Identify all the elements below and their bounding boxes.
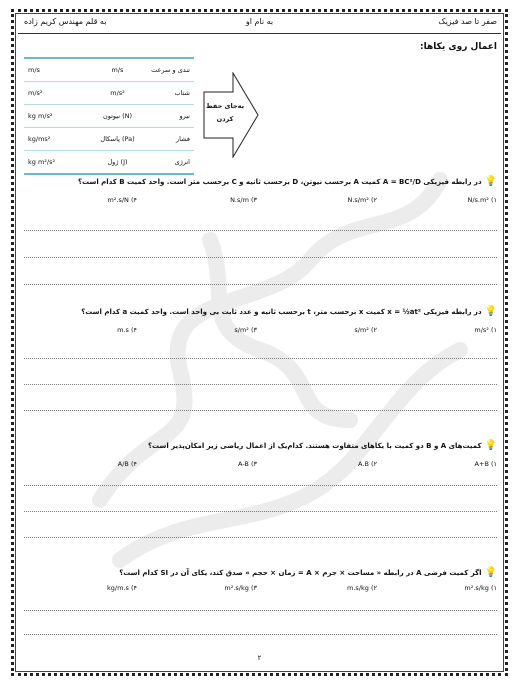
quantity-cell: نیرو: [146, 105, 194, 128]
option-4[interactable]: m².s/N (۴: [107, 196, 137, 204]
answer-line: [24, 384, 497, 385]
unit-cell: m/s²: [24, 82, 89, 105]
lightbulb-icon: 💡: [484, 176, 497, 187]
option-4[interactable]: kg/m.s (۴: [107, 584, 137, 592]
header-right: صفر تا صد فیزیک: [438, 17, 497, 26]
option-2[interactable]: m.s/kg (۲: [347, 584, 377, 592]
question-2: [81, 306, 497, 317]
quantity-cell: شتاب: [146, 82, 194, 105]
unit-cell: kg m/s²: [24, 105, 89, 128]
units-row: [24, 58, 194, 82]
question-1: [78, 176, 497, 187]
option-3[interactable]: m².s/kg (۳: [224, 584, 257, 592]
answer-line: [24, 511, 497, 512]
question-3: [148, 440, 497, 451]
answer-line: [24, 634, 497, 635]
header-center: به نام او: [245, 17, 274, 26]
unit-cell: kg/ms²: [24, 128, 89, 151]
unit-cell: m/s: [28, 66, 40, 74]
equivalent-cell: m/s: [111, 66, 124, 74]
option-2[interactable]: A.B (۲: [358, 460, 377, 468]
lightbulb-icon: 💡: [484, 567, 497, 578]
option-4[interactable]: A/B (۴: [117, 460, 137, 468]
watermark-signature: [60, 120, 480, 600]
answer-line: [24, 230, 497, 231]
option-1[interactable]: N/s.m² (۱: [467, 196, 497, 204]
equivalent-cell: m/s²: [89, 82, 147, 105]
option-2[interactable]: s/m² (۲: [354, 326, 377, 334]
answer-line: [24, 410, 497, 411]
lightbulb-icon: 💡: [484, 306, 497, 317]
arrow-label-line: کردن: [216, 115, 234, 123]
answer-line: [24, 257, 497, 258]
option-3[interactable]: N.s/m (۳: [230, 196, 257, 204]
header-left: به قلم مهندس کریم زاده: [24, 17, 107, 26]
header-divider: [18, 33, 501, 34]
page-number: ۲: [257, 654, 262, 662]
unit-cell: kg m²/s²: [24, 151, 89, 175]
question-text: کمیت‌های A و B دو کمیت با یکاهای متفاوت هستند. کدام‌یک از اعمال ریاضی زیر امکان‌پذیر است؟: [147, 442, 482, 450]
equivalent-cell: پاسکال (Pa): [89, 128, 147, 151]
units-row: [24, 82, 194, 105]
option-2[interactable]: N.s/m² (۲: [347, 196, 377, 204]
option-4[interactable]: m.s (۴: [117, 326, 137, 334]
answer-line: [24, 284, 497, 285]
section-title: اعمال روی یکاها:: [420, 42, 497, 52]
arrow-label-line: به‌جای حفظ: [205, 102, 245, 110]
answer-line: [24, 537, 497, 538]
option-3[interactable]: A-B (۳: [238, 460, 257, 468]
answer-line: [24, 610, 497, 611]
question-text: در رابطه فیزیکی x = ½at² کمیت x برحسب متر، t برحسب ثانیه و عدد ثابت بی واحد است. واحد کمیت a کدام است؟: [81, 308, 482, 316]
option-1[interactable]: m/s² (۱: [474, 326, 497, 334]
question-text: اگر کمیت فرضی A در رابطه « مساحت × جرم × A = زمان × حجم » صدق کند، یکای آن در SI کدام است؟: [119, 569, 482, 577]
quantity-cell: فشار: [146, 128, 194, 151]
quantity-cell: انرژی: [146, 151, 194, 175]
options-row: [40, 460, 497, 478]
equivalent-cell: نیوتون (N): [89, 105, 147, 128]
option-3[interactable]: s/m² (۳: [234, 326, 257, 334]
answer-line: [24, 485, 497, 486]
question-text: در رابطه فیزیکی A = BC²/D کمیت A برحسب نیوتن، D برحسب ثانیه و C برحسب متر است. واحد کمیت B کدام است؟: [77, 178, 482, 186]
option-1[interactable]: A+B (۱: [474, 460, 497, 468]
options-row: [40, 584, 497, 602]
option-1[interactable]: m².s/kg (۱: [464, 584, 497, 592]
equivalent-cell: ژول (J): [89, 151, 147, 175]
lightbulb-icon: 💡: [484, 440, 497, 451]
options-row: [40, 326, 497, 344]
answer-line: [24, 358, 497, 359]
question-4: [119, 567, 497, 578]
quantity-cell: تندی و سرعت: [151, 66, 190, 74]
options-row: [40, 196, 497, 214]
